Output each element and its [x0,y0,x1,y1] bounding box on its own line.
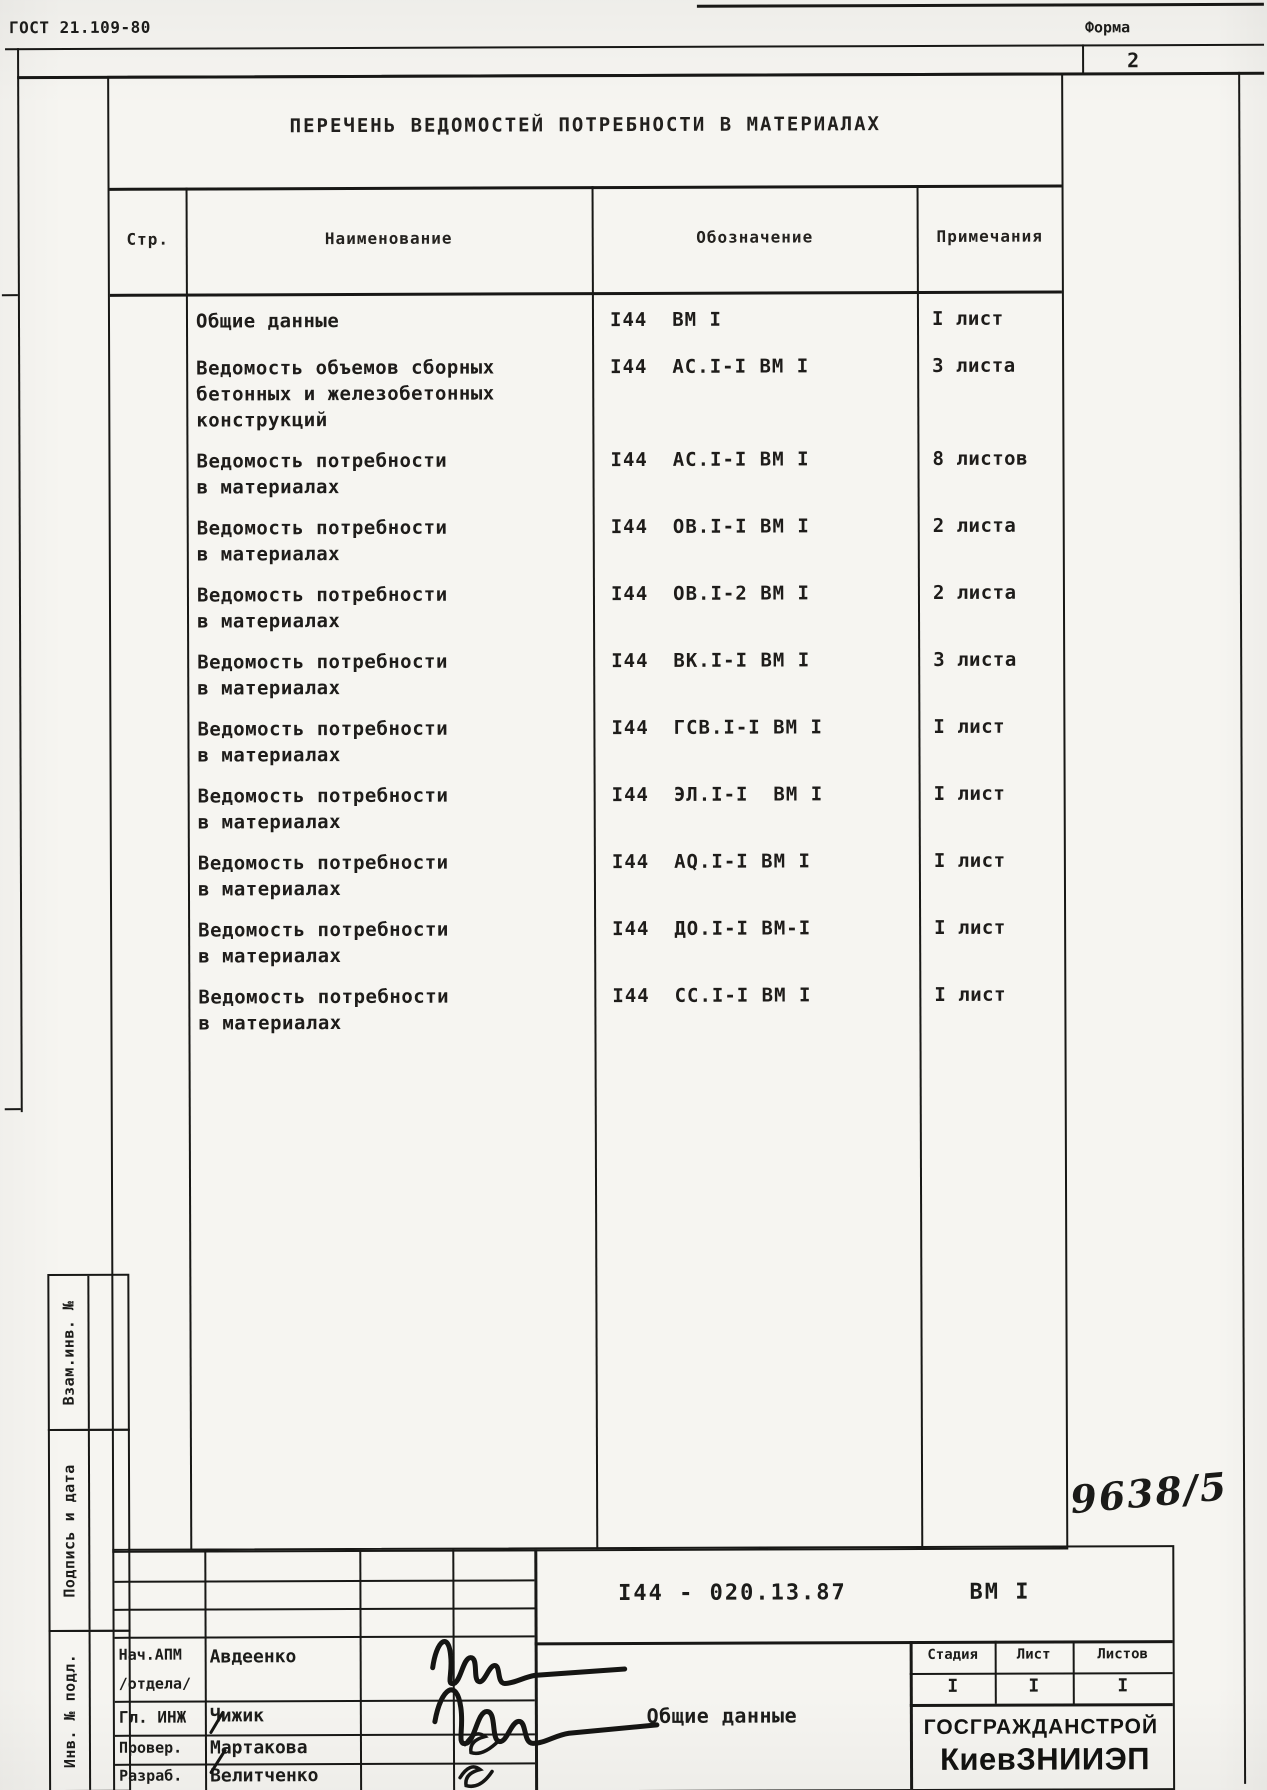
row-name: Ведомость потребности в материалах [197,784,449,834]
table-row [112,847,1064,902]
frame-left-tick-1 [2,294,18,296]
table-row [111,713,1063,768]
stage-value-sheet: I [1028,1675,1040,1697]
row-note: 3 листа [933,648,1017,671]
sidebar-label-cell [49,1276,90,1429]
row-designation: I44 ДО.I-I ВМ-I [612,917,812,941]
table-row [110,446,1062,501]
row-name: Ведомость потребности в материалах [196,583,448,633]
sidebar-box-zamen [47,1274,130,1431]
sidebar-label-cell [51,1632,92,1790]
table-body [110,293,1065,1052]
forma-label: Форма [1084,18,1131,37]
handwritten-archive-number: 9638/5 [1068,1463,1230,1523]
signer-role-chief-engineer: Гл. ИНЖ [118,1707,187,1727]
table-title: ПЕРЕЧЕНЬ ВЕДОМОСТЕЙ ПОТРЕБНОСТИ В МАТЕРИАЛАХ [289,113,882,138]
row-designation: I44 ВМ I [609,308,722,332]
row-note: 8 листов [932,447,1029,470]
stage-value-sheets: I [1117,1675,1129,1697]
row-note: 2 листа [932,514,1017,537]
row-name: Общие данные [195,310,340,333]
frame-left-rule [17,48,23,1112]
table-row [110,306,1062,335]
sidebar-label-cell [50,1431,91,1630]
stage-value-stage: I [947,1675,959,1697]
row-name: Ведомость потребности в материалах [197,851,449,901]
row-designation: I44 СС.I-I ВМ I [612,984,812,1008]
row-designation: I44 АС.I-I ВМ I [610,448,810,472]
signer-role-head-apm: Нач.АПМ [118,1645,182,1664]
column-header-page: Стр. [126,229,170,249]
organization-institute: КиевЗНИИЭП [939,1741,1151,1777]
row-designation: I44 АС.I-I ВМ I [610,355,810,379]
table-row [112,981,1064,1036]
stage-header-sheet: Лист [1016,1646,1051,1663]
signer-name-chizhik: Чижик [209,1705,265,1727]
row-note: I лист [934,983,1007,1006]
signer-name-avdeenko: Авдеенко [209,1646,297,1668]
frame-left-tick-2 [5,1108,21,1110]
stage-header-stage: Стадия [927,1646,978,1663]
row-note: 3 листа [932,354,1016,377]
row-note: I лист [933,715,1006,738]
table-row [112,780,1064,835]
forma-cell-divider [1082,44,1084,74]
row-note: 2 листа [932,581,1017,604]
signer-name-velitchenko: Велитченко [210,1765,319,1787]
row-name: Ведомость потребности в материалах [197,650,448,700]
row-designation: I44 ЭЛ.I-I ВМ I [611,783,824,807]
row-designation: I44 ВК.I-I ВМ I [611,649,811,673]
sidebar-label-zamen: Взам.инв. № [59,1300,78,1405]
title-block [112,1545,1175,1790]
document-number: I44 - 020.13.87 [618,1580,847,1607]
sidebar-label-podpis: Подпись и дата [59,1463,79,1598]
table-row [110,353,1062,434]
stage-header-sheets: Листов [1097,1646,1148,1663]
signer-name-martakova: Мартакова [209,1737,308,1759]
row-name: Ведомость потребности в материалах [198,918,449,968]
header-rule [5,44,1264,50]
row-note: I лист [931,307,1004,330]
row-designation: I44 ОВ.I-2 ВМ I [610,582,811,606]
row-note: I лист [933,849,1006,872]
column-header-name: Наименование [324,228,453,249]
row-designation: I44 АQ.I-I ВМ I [611,850,811,874]
signer-role-developed: Разраб. [119,1766,183,1785]
row-note: I лист [934,916,1006,939]
column-header-notes: Примечания [936,226,1043,246]
forma-number: 2 [1127,48,1140,73]
table-row [111,579,1063,634]
sidebar-label-inv: Инв. № подл. [60,1653,80,1769]
table-row [112,914,1064,969]
table-header-top-rule [110,185,1062,191]
row-name: Ведомость потребности в материалах [196,516,448,566]
signer-role-checked: Провер. [118,1738,183,1757]
top-partial-rule [697,3,1264,8]
row-designation: I44 ОВ.I-I ВМ I [610,515,810,539]
row-name: Ведомость объемов сборных бетонных и железобетонных конструкций [196,356,495,432]
materials-list-table [107,72,1068,1552]
row-name: Ведомость потребности в материалах [198,985,450,1035]
column-header-designation: Обозначение [696,227,814,247]
row-name: Ведомость потребности в материалах [197,717,449,767]
gost-standard-label: ГОСТ 21.109-80 [8,17,151,38]
row-note: I лист [933,782,1006,805]
table-row [111,646,1063,701]
frame-right-rule [1238,72,1246,1784]
document-title: Общие данные [646,1703,798,1728]
signer-role-head-apm-2: /отдела/ [118,1674,192,1693]
document-mark: ВМ I [969,1579,1031,1605]
table-row [111,512,1063,567]
signature-avdeenko [114,1547,1173,1790]
row-designation: I44 ГСВ.I-I ВМ I [611,716,823,740]
organization-name: ГОСГРАЖДАНСТРОЙ [923,1715,1159,1739]
row-name: Ведомость потребности в материалах [196,449,448,499]
